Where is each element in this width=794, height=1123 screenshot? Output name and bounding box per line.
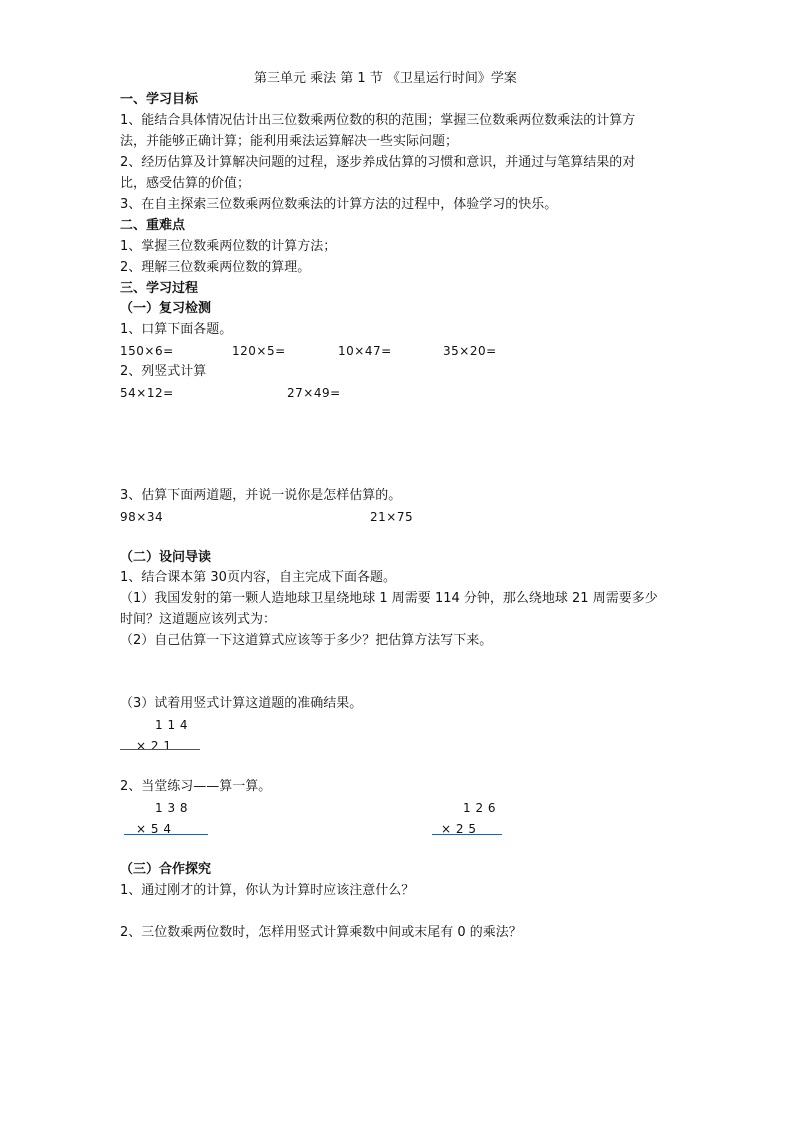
part2-sub1-line2: 时间？这道题应该列式为： [120, 612, 277, 627]
part2-sub1-line1: （1）我国发射的第一颗人造地球卫星绕地球 1 周需要 114 分钟，那么绕地球 21 周需要多少 [120, 591, 658, 606]
part3-question-1: 1、通过刚才的计算，你认为计算时应该注意什么？ [120, 883, 415, 898]
calc-underline [120, 749, 200, 750]
estimate-problem-2: 21×75 [370, 510, 414, 524]
part2-heading: （二）设问导读 [120, 550, 212, 565]
practice-1-multiplicand: 1 3 8 [155, 801, 189, 815]
part1-heading: （一）复习检测 [120, 301, 212, 316]
practice-2-underline [432, 834, 502, 835]
section-heading-goals: 一、学习目标 [120, 92, 199, 107]
calc-multiplicand: 1 1 4 [155, 718, 189, 732]
part1-question-1: 1、口算下面各题。 [120, 322, 233, 337]
part3-heading: （三）合作探究 [120, 862, 212, 877]
goal-line-4: 比，感受估算的价值； [120, 176, 251, 191]
part3-question-2: 2、三位数乘两位数时，怎样用竖式计算乘数中间或末尾有 0 的乘法？ [120, 925, 522, 940]
goal-line-5: 3、在自主探索三位数乘两位数乘法的计算方法的过程中，体验学习的快乐。 [120, 197, 558, 212]
vertical-problem-2: 27×49= [287, 386, 341, 400]
oral-problem-2: 120×5= [232, 344, 286, 358]
practice-2-multiplicand: 1 2 6 [463, 801, 497, 815]
part2-question-2: 2、当堂练习——算一算。 [120, 779, 272, 794]
oral-problem-3: 10×47= [338, 344, 392, 358]
part2-question-1: 1、结合课本第 30页内容，自主完成下面各题。 [120, 570, 396, 585]
estimate-problem-1: 98×34 [120, 510, 164, 524]
calc-multiplier: × 2 1 [136, 739, 172, 753]
vertical-problem-1: 54×12= [120, 386, 174, 400]
goal-line-2: 法，并能够正确计算；能利用乘法运算解决一些实际问题； [120, 134, 459, 149]
section-heading-process: 三、学习过程 [120, 281, 199, 296]
part1-question-3: 3、估算下面两道题，并说一说你是怎样估算的。 [120, 488, 402, 503]
practice-1-underline [124, 834, 208, 835]
key-point-2: 2、理解三位数乘两位数的算理。 [120, 260, 311, 275]
goal-line-3: 2、经历估算及计算解决问题的过程，逐步养成估算的习惯和意识，并通过与笔算结果的对 [120, 155, 636, 170]
part2-sub3: （3）试着用竖式计算这道题的准确结果。 [120, 696, 363, 711]
key-point-1: 1、掌握三位数乘两位数的计算方法； [120, 239, 337, 254]
part1-question-2: 2、列竖式计算 [120, 364, 207, 379]
page-title: 第三单元 乘法 第 1 节 《卫星运行时间》学案 [254, 71, 517, 86]
practice-2-multiplier: × 2 5 [441, 822, 477, 836]
oral-problem-4: 35×20= [443, 344, 497, 358]
section-heading-key-points: 二、重难点 [120, 218, 186, 233]
part2-sub2: （2）自己估算一下这道算式应该等于多少？把估算方法写下来。 [120, 633, 493, 648]
goal-line-1: 1、能结合具体情况估计出三位数乘两位数的积的范围；掌握三位数乘两位数乘法的计算方 [120, 113, 636, 128]
oral-problem-1: 150×6= [120, 344, 174, 358]
practice-1-multiplier: × 5 4 [136, 822, 172, 836]
